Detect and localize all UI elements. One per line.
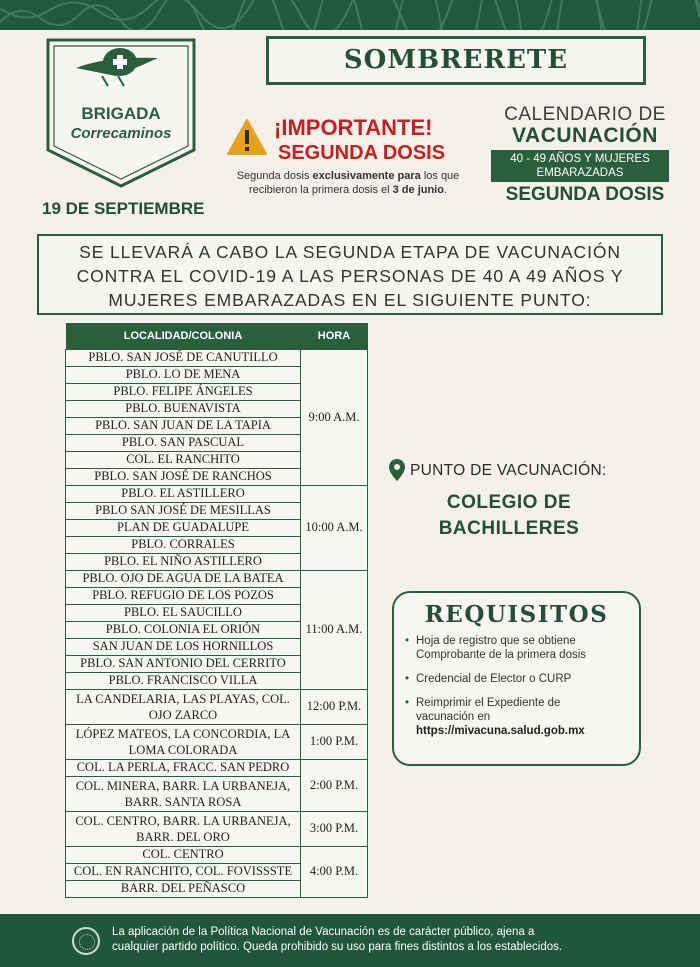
table-row: [66, 725, 368, 760]
vaccination-point-name: [394, 490, 624, 542]
footer-band: [0, 914, 700, 967]
locality-cell: PBLO. OJO DE AGUA DE LA BATEA: [66, 571, 301, 588]
footer-line: cualquier partido político. Queda prohibido su uso para fines distintos a los establecidos.: [112, 941, 563, 953]
point-name-line: COLEGIO DE: [446, 492, 572, 513]
locality-cell: PBLO SAN JOSÉ DE MESILLAS: [66, 503, 301, 520]
requirement-text: vacunación en: [416, 711, 491, 723]
important-subtitle: SEGUNDA DOSIS: [278, 142, 446, 164]
note-emphasis: exclusivamente para: [312, 170, 421, 182]
locality-cell: SAN JUAN DE LOS HORNILLOS: [66, 639, 301, 656]
requirements-box: [392, 591, 641, 766]
leaf-pattern: [0, 0, 700, 30]
calendar-line1: CALENDARIO DE: [504, 104, 666, 125]
time-cell: 4:00 P.M.: [301, 847, 368, 898]
time-cell: 3:00 P.M.: [301, 812, 368, 847]
announcement-text: [39, 236, 661, 312]
requirement-item: [416, 634, 639, 662]
locality-cell: LÓPEZ MATEOS, LA CONCORDIA, LA LOMA COLORADA: [66, 725, 301, 760]
table-row: [66, 350, 368, 367]
time-cell: 9:00 A.M.: [301, 350, 368, 486]
locality-cell: PBLO. EL NIÑO ASTILLERO: [66, 554, 301, 571]
age-group-label: 40 - 49 AÑOS Y MUJERES EMBARAZADAS: [491, 150, 669, 182]
announcement-box: [37, 234, 663, 315]
point-name-line: BACHILLERES: [438, 518, 580, 539]
event-date: 19 DE SEPTIEMBRE: [42, 199, 205, 218]
requirement-text: Reimprimir el Expediente de: [416, 697, 561, 709]
warning-icon: [226, 118, 268, 156]
note-part: .: [443, 184, 448, 196]
note-date: 3 de junio: [392, 184, 444, 196]
locality-cell: PBLO. FELIPE ÁNGELES: [66, 384, 301, 401]
vaccination-website-link[interactable]: https://mivacuna.salud.gob.mx: [416, 725, 585, 737]
footer-disclaimer: [112, 925, 672, 955]
table-row: [66, 812, 368, 847]
announcement-line: CONTRA EL COVID-19 A LAS PERSONAS DE 40 A 49 AÑOS Y: [76, 266, 624, 286]
time-cell: 12:00 P.M.: [301, 690, 368, 725]
badge-title: BRIGADA: [81, 104, 161, 123]
requirement-text: Credencial de Elector o CURP: [416, 673, 572, 685]
table-row: [66, 571, 368, 588]
column-header-hora: HORA: [301, 323, 368, 350]
city-box: [266, 36, 646, 85]
announcement-line: MUJERES EMBARAZADAS EN EL SIGUIENTE PUNTO:: [108, 290, 592, 310]
requirement-text: Comprobante de la primera dosis: [416, 649, 587, 661]
locality-cell: PLAN DE GUADALUPE: [66, 520, 301, 537]
time-cell: 1:00 P.M.: [301, 725, 368, 760]
important-note: [224, 169, 472, 197]
requirements-list: [394, 634, 639, 738]
locality-cell: COL. CENTRO, BARR. LA URBANEJA, BARR. DEL ORO: [66, 812, 301, 847]
locality-cell: PBLO. FRANCISCO VILLA: [66, 673, 301, 690]
column-header-localidad: LOCALIDAD/COLONIA: [66, 323, 301, 350]
important-title: ¡IMPORTANTE!: [274, 115, 433, 140]
requirement-item: [416, 672, 639, 686]
locality-cell: LA CANDELARIA, LAS PLAYAS, COL. OJO ZARCO: [66, 690, 301, 725]
requirement-text: Hoja de registro que se obtiene: [416, 635, 576, 647]
time-cell: 11:00 A.M.: [301, 571, 368, 690]
table-row: [66, 847, 368, 864]
locality-cell: PBLO. SAN PASCUAL: [66, 435, 301, 452]
location-pin-icon: [388, 458, 406, 482]
locality-cell: COL. CENTRO: [66, 847, 301, 864]
requirements-title: REQUISITOS: [424, 601, 609, 628]
locality-cell: PBLO. EL SAUCILLO: [66, 605, 301, 622]
schedule-table: [65, 323, 368, 898]
table-row: [66, 760, 368, 777]
locality-cell: BARR. DEL PEÑASCO: [66, 881, 301, 898]
calendar-line2: VACUNACIÓN: [512, 124, 658, 147]
locality-cell: PBLO. REFUGIO DE LOS POZOS: [66, 588, 301, 605]
locality-cell: PBLO. COLONIA EL ORIÓN: [66, 622, 301, 639]
locality-cell: COL. EN RANCHITO, COL. FOVISSSTE: [66, 864, 301, 881]
badge-subtitle: Correcaminos: [70, 125, 172, 142]
locality-cell: COL. LA PERLA, FRACC. SAN PEDRO: [66, 760, 301, 777]
locality-cell: PBLO. SAN JOSÉ DE CANUTILLO: [66, 350, 301, 367]
locality-cell: COL. EL RANCHITO: [66, 452, 301, 469]
dose-label: SEGUNDA DOSIS: [505, 184, 665, 205]
vaccination-point-label: PUNTO DE VACUNACIÓN:: [410, 462, 607, 479]
brigada-badge: [46, 38, 196, 188]
note-part: los que recibieron la primera dosis el: [248, 170, 460, 196]
city-name: SOMBRERETE: [343, 45, 569, 75]
locality-cell: COL. MINERA, BARR. LA URBANEJA, BARR. SANTA ROSA: [66, 777, 301, 812]
government-seal-icon: [72, 927, 100, 955]
locality-cell: PBLO. LO DE MENA: [66, 367, 301, 384]
note-part: Segunda dosis: [236, 170, 313, 182]
requirement-item: [416, 696, 639, 738]
table-row: [66, 486, 368, 503]
locality-cell: PBLO. SAN ANTONIO DEL CERRITO: [66, 656, 301, 673]
top-pattern-band: [0, 0, 700, 30]
locality-cell: PBLO. SAN JOSÉ DE RANCHOS: [66, 469, 301, 486]
table-row: [66, 690, 368, 725]
locality-cell: PBLO. CORRALES: [66, 537, 301, 554]
time-cell: 10:00 A.M.: [301, 486, 368, 571]
locality-cell: PBLO. BUENAVISTA: [66, 401, 301, 418]
time-cell: 2:00 P.M.: [301, 760, 368, 812]
footer-line: La aplicación de la Política Nacional de Vacunación es de carácter público, ajena a: [112, 926, 535, 938]
calendar-heading: [489, 104, 681, 206]
announcement-line: SE LLEVARÁ A CABO LA SEGUNDA ETAPA DE VACUNACIÓN: [79, 242, 621, 262]
locality-cell: PBLO. EL ASTILLERO: [66, 486, 301, 503]
locality-cell: PBLO. SAN JUAN DE LA TAPIA: [66, 418, 301, 435]
